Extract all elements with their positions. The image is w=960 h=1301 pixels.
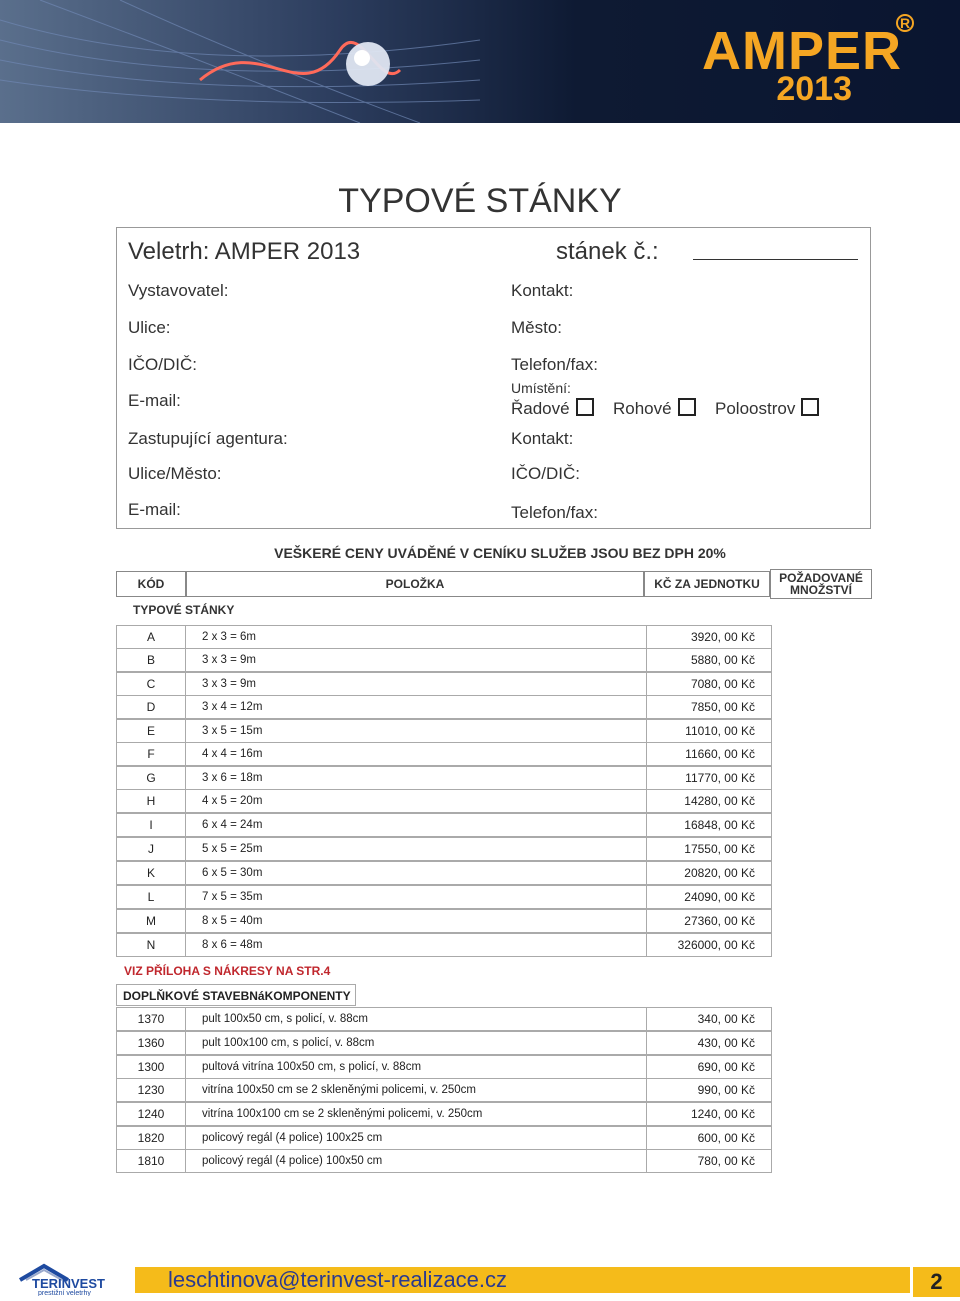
row-item: 6 x 5 = 30m xyxy=(186,861,646,885)
header-quantity-line2: MNOŽSTVÍ xyxy=(790,583,852,597)
placement-corner xyxy=(613,398,696,419)
table-row xyxy=(116,695,772,719)
row-price: 690, 00 Kč xyxy=(646,1055,772,1079)
table-row xyxy=(116,1149,772,1173)
row-item: 8 x 6 = 48m xyxy=(186,933,646,957)
row-item: 2 x 3 = 6m xyxy=(186,625,646,649)
phone-label: Telefon/fax: xyxy=(511,355,598,374)
peninsula-checkbox[interactable] xyxy=(801,398,819,416)
row-code: M xyxy=(116,909,186,933)
row-price: 340, 00 Kč xyxy=(646,1007,772,1031)
logo-text: TERINVEST xyxy=(32,1276,105,1291)
table-row xyxy=(116,1055,772,1079)
street-label: Ulice: xyxy=(128,318,171,337)
contact-email[interactable]: leschtinova@terinvest-realizace.cz xyxy=(168,1267,508,1292)
header-quantity xyxy=(770,569,872,599)
email2-label: E-mail: xyxy=(128,500,181,519)
row-item: 3 x 3 = 9m xyxy=(186,648,646,672)
table-row xyxy=(116,1007,772,1031)
row-price: 1240, 00 Kč xyxy=(646,1102,772,1126)
agency-label: Zastupující agentura: xyxy=(128,429,288,448)
row-price: 27360, 00 Kč xyxy=(646,909,772,933)
row-item: 4 x 4 = 16m xyxy=(186,742,646,766)
placement-corner-label: Rohové xyxy=(613,399,672,418)
table-row xyxy=(116,789,772,813)
row-code: L xyxy=(116,885,186,909)
placement-label: Umístění: xyxy=(511,380,571,396)
row-item: 3 x 4 = 12m xyxy=(186,695,646,719)
row-item: 3 x 3 = 9m xyxy=(186,672,646,696)
row-code: G xyxy=(116,766,186,790)
row-item: 7 x 5 = 35m xyxy=(186,885,646,909)
placement-row xyxy=(511,398,594,419)
row-code: 1240 xyxy=(116,1102,186,1126)
row-price: 3920, 00 Kč xyxy=(646,625,772,649)
table-row xyxy=(116,837,772,861)
fair-label: Veletrh: AMPER 2013 xyxy=(128,238,361,265)
ico-label: IČO/DIČ: xyxy=(128,355,197,374)
placement-peninsula xyxy=(715,398,819,419)
row-checkbox[interactable] xyxy=(576,398,594,416)
header-banner xyxy=(0,0,960,123)
row-item: 4 x 5 = 20m xyxy=(186,789,646,813)
row-price: 17550, 00 Kč xyxy=(646,837,772,861)
row-price: 11660, 00 Kč xyxy=(646,742,772,766)
row-item: 3 x 6 = 18m xyxy=(186,766,646,790)
table-row xyxy=(116,1102,772,1126)
corner-checkbox[interactable] xyxy=(678,398,696,416)
header-item: POLOŽKA xyxy=(186,571,644,597)
row-code: 1370 xyxy=(116,1007,186,1031)
row-code: J xyxy=(116,837,186,861)
row-code: 1810 xyxy=(116,1149,186,1173)
row-price: 600, 00 Kč xyxy=(646,1126,772,1150)
logo-mark-icon xyxy=(14,1262,126,1296)
row-item: pultová vitrína 100x50 cm, s policí, v. 88cm xyxy=(186,1055,646,1079)
row-code: F xyxy=(116,742,186,766)
row-code: E xyxy=(116,719,186,743)
row-item: 5 x 5 = 25m xyxy=(186,837,646,861)
table-row xyxy=(116,719,772,743)
table-row xyxy=(116,813,772,837)
header-code: KÓD xyxy=(116,571,186,597)
row-item: pult 100x50 cm, s policí, v. 88cm xyxy=(186,1007,646,1031)
row-code: 1360 xyxy=(116,1031,186,1055)
contact2-label: Kontakt: xyxy=(511,429,574,448)
row-price: 780, 00 Kč xyxy=(646,1149,772,1173)
exhibitor-label: Vystavovatel: xyxy=(128,281,229,300)
row-item: pult 100x100 cm, s policí, v. 88cm xyxy=(186,1031,646,1055)
row-code: A xyxy=(116,625,186,649)
row-code: B xyxy=(116,648,186,672)
row-price: 7850, 00 Kč xyxy=(646,695,772,719)
row-price: 20820, 00 Kč xyxy=(646,861,772,885)
row-code: 1230 xyxy=(116,1078,186,1102)
header-quantity-line1: POŽADOVANÉ xyxy=(779,571,863,585)
email-label: E-mail: xyxy=(128,391,181,410)
row-price: 5880, 00 Kč xyxy=(646,648,772,672)
row-price: 24090, 00 Kč xyxy=(646,885,772,909)
row-code: 1820 xyxy=(116,1126,186,1150)
stand-types-label: TYPOVÉ STÁNKY xyxy=(133,603,235,617)
table-row xyxy=(116,766,772,790)
terinvest-logo xyxy=(14,1262,126,1296)
header-price: KČ ZA JEDNOTKU xyxy=(644,571,770,597)
table-row xyxy=(116,1126,772,1150)
stand-number-label: stánek č.: xyxy=(556,238,659,265)
table-row xyxy=(116,1031,772,1055)
row-price: 430, 00 Kč xyxy=(646,1031,772,1055)
row-price: 990, 00 Kč xyxy=(646,1078,772,1102)
logo-tagline: prestižní veletrhy xyxy=(38,1290,91,1296)
row-item: vitrína 100x50 cm se 2 skleněnými policemi, v. 250cm xyxy=(186,1078,646,1102)
page-number: 2 xyxy=(913,1267,960,1297)
city-label: Město: xyxy=(511,318,563,337)
table-row xyxy=(116,933,772,957)
row-price: 11010, 00 Kč xyxy=(646,719,772,743)
row-code: D xyxy=(116,695,186,719)
table-row xyxy=(116,648,772,672)
table-row xyxy=(116,909,772,933)
row-price: 16848, 00 Kč xyxy=(646,813,772,837)
row-item: vitrína 100x100 cm se 2 skleněnými policemi, v. 250cm xyxy=(186,1102,646,1126)
page-title: TYPOVÉ STÁNKY xyxy=(338,182,622,220)
ico2-label: IČO/DIČ: xyxy=(511,464,580,483)
row-code: K xyxy=(116,861,186,885)
table-row xyxy=(116,885,772,909)
table-row xyxy=(116,672,772,696)
row-item: 3 x 5 = 15m xyxy=(186,719,646,743)
stand-number-field[interactable] xyxy=(693,259,858,260)
row-item: 8 x 5 = 40m xyxy=(186,909,646,933)
row-price: 326000, 00 Kč xyxy=(646,933,772,957)
contact-label: Kontakt: xyxy=(511,281,574,300)
placement-row-label: Řadové xyxy=(511,399,570,418)
row-item: policový regál (4 police) 100x50 cm xyxy=(186,1149,646,1173)
see-attachment-note: VIZ PŘÍLOHA S NÁKRESY NA STR.4 xyxy=(124,964,331,978)
brand-logo: AMPER xyxy=(701,21,902,81)
row-code: I xyxy=(116,813,186,837)
phone2-label: Telefon/fax: xyxy=(511,503,598,522)
row-code: N xyxy=(116,933,186,957)
components-title: DOPLŇKOVÉ STAVEBNáKOMPONENTY xyxy=(116,984,356,1006)
row-code: H xyxy=(116,789,186,813)
row-item: 6 x 4 = 24m xyxy=(186,813,646,837)
row-price: 14280, 00 Kč xyxy=(646,789,772,813)
row-price: 7080, 00 Kč xyxy=(646,672,772,696)
placement-peninsula-label: Poloostrov xyxy=(715,399,796,418)
table-row xyxy=(116,625,772,649)
table-row xyxy=(116,861,772,885)
exhibitor-form xyxy=(116,227,871,529)
table-row xyxy=(116,1078,772,1102)
row-price: 11770, 00 Kč xyxy=(646,766,772,790)
row-item: policový regál (4 police) 100x25 cm xyxy=(186,1126,646,1150)
row-code: C xyxy=(116,672,186,696)
brand-year: 2013 xyxy=(776,70,852,108)
row-code: 1300 xyxy=(116,1055,186,1079)
registered-mark: R xyxy=(896,14,914,32)
vat-notice: VEŠKERÉ CENY UVÁDĚNÉ V CENÍKU SLUŽEB JSOU BEZ DPH 20% xyxy=(274,545,726,561)
street-city-label: Ulice/Město: xyxy=(128,464,222,483)
table-row xyxy=(116,742,772,766)
